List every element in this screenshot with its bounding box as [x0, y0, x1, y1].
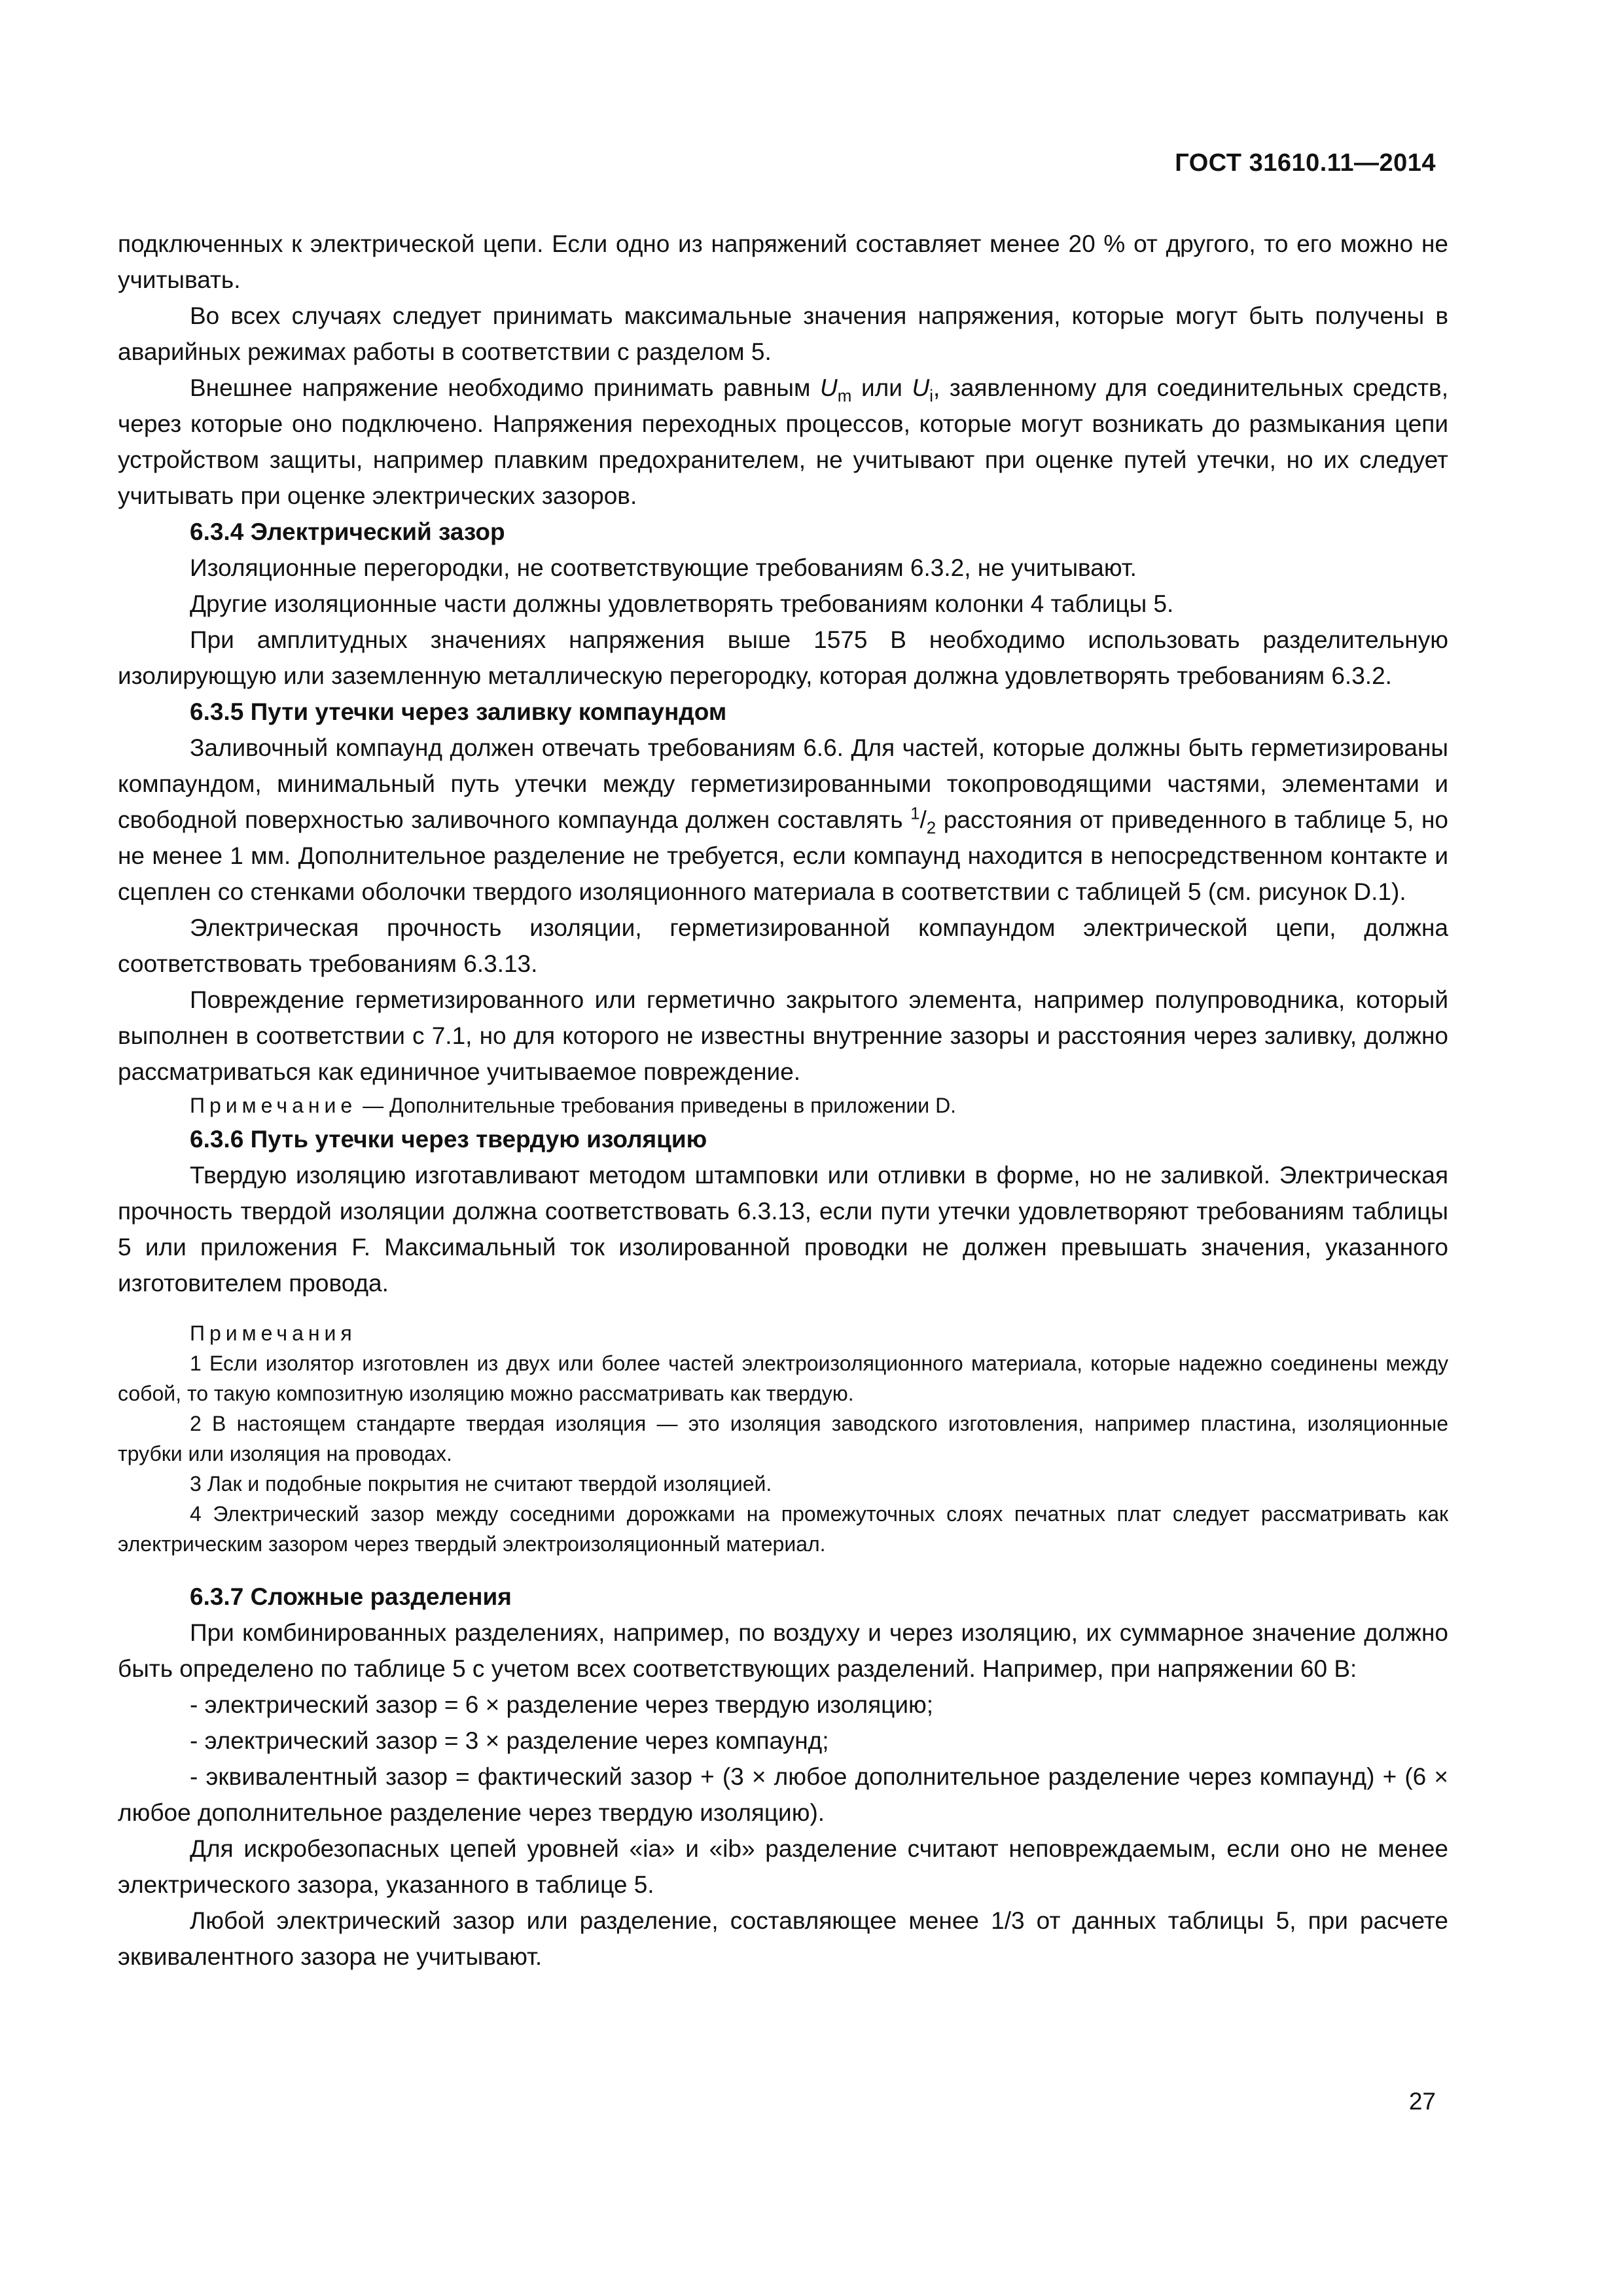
text-span: Заливочный компаунд должен отвечать требованиям 6.6. Для частей, которые должны быть герметизированы компаундом, минимальный путь утечки между герметизированными токопроводящими частями, элементами и свободной поверхностью заливочного компаунда должен составлять	[118, 734, 1448, 833]
document-code: ГОСТ 31610.11—2014	[1175, 149, 1436, 177]
paragraph: подключенных к электрической цепи. Если одно из напряжений составляет менее 20 % от другого, то его можно не учитывать.	[118, 230, 1448, 293]
subscript: i	[929, 387, 933, 406]
notes-block	[118, 1318, 1448, 1559]
text-span: или	[851, 374, 912, 401]
paragraph-external-voltage	[118, 370, 1448, 514]
paragraph: Во всех случаях следует принимать максимальные значения напряжения, которые могут быть получены в аварийных режимах работы в соответствии с разделом 5.	[118, 302, 1448, 365]
subscript: m	[837, 387, 852, 406]
paragraph: Повреждение герметизированного или герметично закрытого элемента, например полупроводника, который выполнен в соответствии с 7.1, но для которого не известны внутренние зазоры и расстояния через заливку, должно рассматриваться как единичное учитываемое повреждение.	[118, 986, 1448, 1085]
note-item: 3 Лак и подобные покрытия не считают твердой изоляцией.	[190, 1472, 772, 1496]
notes-label	[118, 1318, 1448, 1348]
paragraph-compound	[118, 730, 1448, 910]
paragraph: При амплитудных значениях напряжения выше 1575 В необходимо использовать разделительную изолирующую или заземленную металлическую перегородку, которая должна удовлетворять требованиям 6.3.2.	[118, 626, 1448, 689]
section-heading-6-3-4: 6.3.4 Электрический зазор	[190, 518, 505, 545]
page-body	[118, 226, 1448, 1975]
paragraph: Любой электрический зазор или разделение, составляющее менее 1/3 от данных таблицы 5, при расчете эквивалентного зазора не учитывают.	[118, 1907, 1448, 1970]
list-item: - электрический зазор = 3 × разделение через компаунд;	[190, 1727, 829, 1754]
paragraph: Для искробезопасных цепей уровней «ia» и «ib» разделение считают неповреждаемым, если оно не менее электрического зазора, указанного в таблице 5.	[118, 1835, 1448, 1898]
paragraph: Электрическая прочность изоляции, герметизированной компаундом электрической цепи, должна соответствовать требованиям 6.3.13.	[118, 914, 1448, 977]
paragraph: Другие изоляционные части должны удовлетворять требованиям колонки 4 таблицы 5.	[190, 590, 1174, 617]
note-text: — Дополнительные требования приведены в приложении D.	[357, 1094, 957, 1117]
paragraph: При комбинированных разделениях, например, по воздуху и через изоляцию, их суммарное значение должно быть определено по таблице 5 с учетом всех соответствующих разделений. Например, при напряжении 60 В:	[118, 1619, 1448, 1682]
fraction-slash: /	[919, 806, 927, 833]
section-heading-6-3-5: 6.3.5 Пути утечки через заливку компаундом	[190, 698, 727, 725]
note	[118, 1090, 1448, 1121]
paragraph: Твердую изоляцию изготавливают методом штамповки или отливки в форме, но не заливкой. Электрическая прочность твердой изоляции должна соответствовать 6.3.13, если пути утечки удовлетворяют требованиям таблицы 5 или приложения F. Максимальный ток изолированной проводки не должен превышать значения, указанного изготовителем провода.	[118, 1162, 1448, 1297]
paragraph: Изоляционные перегородки, не соответствующие требованиям 6.3.2, не учитывают.	[190, 554, 1137, 581]
page-number: 27	[1408, 2088, 1436, 2115]
fraction-numerator: 1	[910, 804, 920, 823]
note-item: 4 Электрический зазор между соседними дорожками на промежуточных слоях печатных плат следует рассматривать как электрическим зазором через твердый электроизоляционный материал.	[118, 1502, 1448, 1556]
voltage-symbol: U	[912, 374, 930, 401]
section-heading-6-3-7: 6.3.7 Сложные разделения	[190, 1583, 512, 1610]
note-item: 2 В настоящем стандарте твердая изоляция — это изоляция заводского изготовления, например пластина, изоляционные трубки или изоляция на проводах.	[118, 1412, 1448, 1465]
text-span: , заявленному для соединительных средств, через которые оно подключено. Напряжения переходных процессов, которые могут возникать до размыкания цепи устройством защиты, например плавким предохранителем, не учитывают при оценке путей утечки, но их следует учитывать при оценке электрических зазоров.	[118, 374, 1448, 509]
text-span: Внешнее напряжение необходимо принимать равным	[190, 374, 821, 401]
voltage-symbol: U	[820, 374, 838, 401]
section-heading-6-3-6: 6.3.6 Путь утечки через твердую изоляцию	[190, 1126, 707, 1153]
note-item: 1 Если изолятор изготовлен из двух или более частей электроизоляционного материала, которые надежно соединены между собой, то такую композитную изоляцию можно рассматривать как твердую.	[118, 1352, 1448, 1405]
notes-label-text: Примечания	[190, 1321, 357, 1345]
note-label: Примечание	[190, 1094, 357, 1117]
list-item: - эквивалентный зазор = фактический зазор + (3 × любое дополнительное разделение через компаунд) + (6 × любое дополнительное разделение через твердую изоляцию).	[118, 1763, 1448, 1826]
text-span: расстояния от приведенного в таблице 5, но не менее 1 мм. Дополнительное разделение не требуется, если компаунд находится в непосредственном контакте и сцеплен со стенками оболочки твердого изоляционного материала в соответствии с таблицей 5 (см. рисунок D.1).	[118, 806, 1449, 905]
list-item: - электрический зазор = 6 × разделение через твердую изоляцию;	[190, 1691, 934, 1718]
fraction-denominator: 2	[926, 819, 936, 838]
